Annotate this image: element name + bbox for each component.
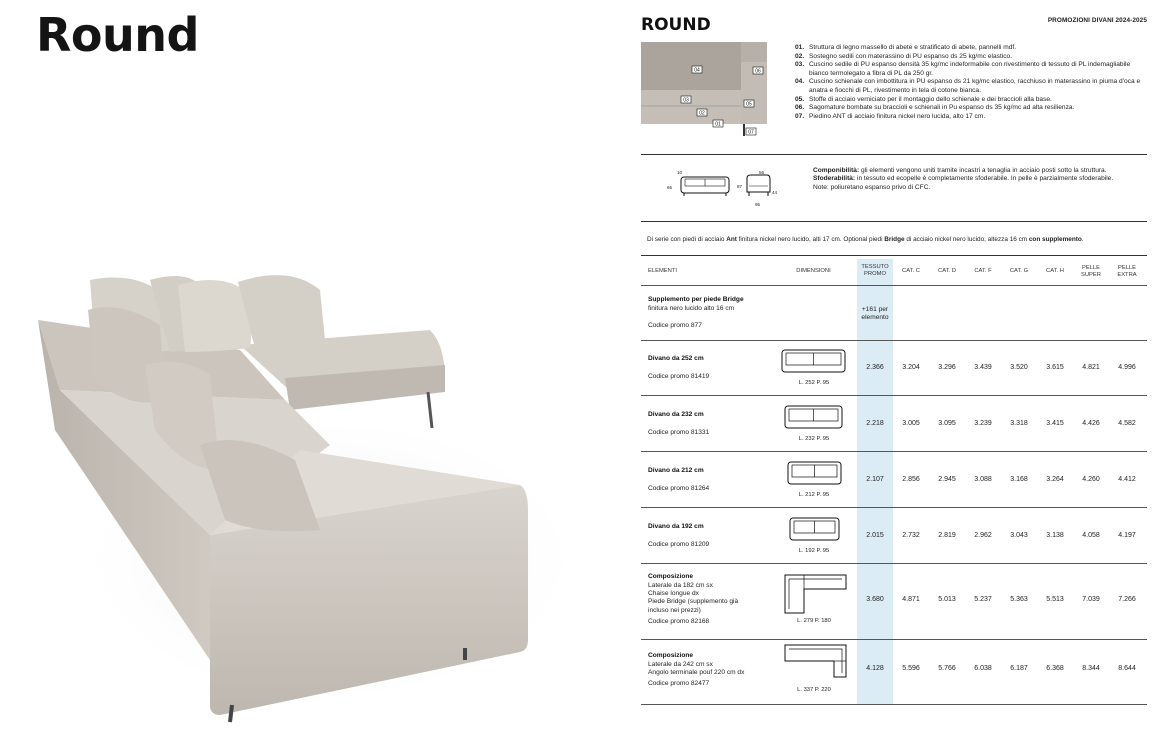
feature-list xyxy=(795,44,1147,121)
divider xyxy=(641,255,1147,256)
price-cat-d: 3.095 xyxy=(938,420,956,427)
composition-desc: Laterale da 182 cm sx Chaise longue dx Piede Bridge (supplemento già incluso nei prezzi) xyxy=(648,582,739,614)
price-cat-c: 4.871 xyxy=(902,596,920,603)
price-cat-c: 2.732 xyxy=(902,532,920,539)
row-name: Divano da 212 cm xyxy=(648,467,704,474)
feature-item: 05. Stoffe di acciaio verniciato per il montaggio dello schienale e dei braccioli alla base. xyxy=(795,95,1052,103)
dim-label: 10 xyxy=(677,170,683,175)
price-cat-f: 2.962 xyxy=(974,532,992,539)
row-dimension: L. 232 P. 95 xyxy=(798,436,830,442)
feature-item: 07. Piedino ANT di acciaio finitura nickel nero lucida, alto 17 cm. xyxy=(795,112,986,120)
header-cat-d: CAT. D xyxy=(938,268,956,274)
price-cat-h: 3.415 xyxy=(1046,420,1064,427)
callout-06: 06 xyxy=(755,68,761,75)
price-cat-g: 5.363 xyxy=(1010,596,1028,603)
price-pelle-super: 8.344 xyxy=(1082,665,1100,672)
price-pelle-extra: 4.412 xyxy=(1118,476,1136,483)
sofa-plan-icon xyxy=(789,516,841,546)
feature-item: 01. Struttura di legno massello di abete e stratificato di abete, pannelli mdf. xyxy=(795,44,1017,51)
header-cat-c: CAT. C xyxy=(902,268,920,274)
price-pelle-super: 4.058 xyxy=(1082,532,1100,539)
feature-item: 06. Sagomature bombate su braccioli e schienali in Pu espanso ds 35 kg/mc ad alta resilienza. xyxy=(795,104,1075,112)
dim-label: 56 xyxy=(759,170,765,175)
callout-03: 03 xyxy=(683,97,689,104)
row-divider xyxy=(641,395,1147,396)
row-dimension: L. 212 P. 95 xyxy=(798,492,830,498)
row-code: Codice promo 81264 xyxy=(648,485,710,492)
divider xyxy=(641,221,1147,222)
dim-label: 95 xyxy=(755,202,761,207)
price-cat-g: 3.318 xyxy=(1010,420,1028,427)
supplement-name: Supplemento per piede Bridge xyxy=(648,296,744,303)
price-promo: 2.218 xyxy=(866,420,884,427)
row-code: Codice promo 81331 xyxy=(648,429,710,436)
price-cat-h: 6.368 xyxy=(1046,665,1064,672)
price-cat-d: 5.766 xyxy=(938,665,956,672)
sofa-plan-icon xyxy=(787,460,843,490)
supplement-desc: finitura nero lucido alto 16 cm xyxy=(648,305,735,312)
price-cat-f: 6.038 xyxy=(974,665,992,672)
header-pelle-extra: PELLE EXTRA xyxy=(1117,265,1137,278)
price-cat-d: 3.296 xyxy=(938,364,956,371)
composition-name: Composizione xyxy=(648,652,694,659)
right-page xyxy=(641,0,1147,729)
row-divider xyxy=(641,704,1147,705)
price-cat-d: 2.819 xyxy=(938,532,956,539)
price-pelle-super: 4.260 xyxy=(1082,476,1100,483)
row-divider xyxy=(641,563,1147,564)
header-dimensioni: DIMENSIONI xyxy=(796,268,831,274)
header-elementi: ELEMENTI xyxy=(648,268,677,274)
feature-item: 02. Sostegno sedili con materassino di PU espanso ds 25 kg/mc elastico. xyxy=(795,52,1013,60)
price-cat-f: 3.439 xyxy=(974,364,992,371)
price-cat-f: 5.237 xyxy=(974,596,992,603)
composition-dimension: L. 279 P. 180 xyxy=(797,618,831,624)
row-name: Divano da 252 cm xyxy=(648,355,704,362)
dim-label: 87 xyxy=(737,184,743,189)
product-thumbnail xyxy=(641,42,769,138)
price-pelle-super: 4.426 xyxy=(1082,420,1100,427)
callout-07: 07 xyxy=(748,129,754,136)
header-cat-h: CAT. H xyxy=(1046,268,1064,274)
price-pelle-extra: 7.266 xyxy=(1118,596,1136,603)
price-pelle-extra: 4.582 xyxy=(1118,420,1136,427)
sofa-plan-icon xyxy=(784,404,844,434)
callout-04: 04 xyxy=(694,67,700,74)
price-cat-g: 6.187 xyxy=(1010,665,1028,672)
callout-01: 01 xyxy=(715,121,721,128)
componibility-note: Componibilità: gli elementi vengono uniti tramite incastri a tenaglia in acciaio posti sotto la struttura. xyxy=(813,167,1107,174)
dimension-drawing xyxy=(667,166,787,210)
row-code: Codice promo 81209 xyxy=(648,541,710,548)
price-cat-g: 3.520 xyxy=(1010,364,1028,371)
price-cat-c: 2.856 xyxy=(902,476,920,483)
price-promo: 2.015 xyxy=(866,532,884,539)
callout-02: 02 xyxy=(699,110,705,117)
feature-item: 04. Cuscino schienale con imbottitura in PU espanso ds 21 kg/mc elastico, racchiuso in materassino in piuma d'oca e anatra e fiocchi di PL, rivestimento in tela di cotone bianca. xyxy=(795,78,1141,94)
row-divider xyxy=(641,451,1147,452)
row-dimension: L. 192 P. 95 xyxy=(798,548,830,554)
header-cat-f: CAT. F xyxy=(974,268,992,274)
price-cat-h: 5.513 xyxy=(1046,596,1064,603)
price-cat-f: 3.239 xyxy=(974,420,992,427)
price-cat-c: 3.005 xyxy=(902,420,920,427)
price-cat-d: 5.013 xyxy=(938,596,956,603)
product-notes xyxy=(813,167,1143,192)
price-pelle-super: 7.039 xyxy=(1082,596,1100,603)
supplement-price: +161 per elemento xyxy=(861,306,889,321)
composition-name: Composizione xyxy=(648,573,694,580)
price-cat-d: 2.945 xyxy=(938,476,956,483)
feature-item: 03. Cuscino sedile di PU espanso densità 35 kg/mc indeformabile con rivestimento di tessuto di PL indemagliabile bianco termolegato a fibra di PL da 250 gr. xyxy=(795,61,1131,77)
price-pelle-extra: 8.644 xyxy=(1118,665,1136,672)
standard-feet-note: Di serie con piedi di acciaio Ant finitura nickel nero lucido, alti 17 cm. Optional piedi Bridge di acciaio nickel nero lucido, altezza 16 cm con supplemento. xyxy=(647,236,1084,243)
price-cat-g: 3.043 xyxy=(1010,532,1028,539)
divider xyxy=(641,154,1147,155)
row-name: Divano da 232 cm xyxy=(648,411,704,418)
dim-label: 65 xyxy=(667,185,673,190)
header-cat-g: CAT. G xyxy=(1009,268,1029,274)
row-divider xyxy=(641,340,1147,341)
promo-label: PROMOZIONI DIVANI 2024-2025 xyxy=(1047,17,1147,24)
price-cat-g: 3.168 xyxy=(1010,476,1028,483)
dim-label: 44 xyxy=(772,190,778,195)
composition-plan-icon xyxy=(784,573,848,615)
composition-plan-icon xyxy=(784,643,848,683)
removability-note: Sfoderabilità: in tessuto ed ecopelle è completamente sfoderabile. In pelle è parzialmente sfoderabile. xyxy=(813,175,1114,183)
sofa-plan-icon xyxy=(781,348,847,378)
price-pelle-super: 4.821 xyxy=(1082,364,1100,371)
header-pelle-super: PELLE SUPER xyxy=(1081,265,1101,278)
price-cat-f: 3.088 xyxy=(974,476,992,483)
callout-05: 05 xyxy=(746,101,752,108)
price-cat-c: 5.596 xyxy=(902,665,920,672)
price-pelle-extra: 4.197 xyxy=(1118,532,1136,539)
composition-desc: Laterale da 242 cm sx Angolo terminale pouf 220 cm dx xyxy=(648,661,745,677)
price-cat-h: 3.264 xyxy=(1046,476,1064,483)
price-pelle-extra: 4.996 xyxy=(1118,364,1136,371)
row-name: Divano da 192 cm xyxy=(648,523,704,530)
product-title: Round xyxy=(36,8,199,62)
row-divider xyxy=(641,507,1147,508)
price-promo: 2.366 xyxy=(866,364,884,371)
price-cat-h: 3.138 xyxy=(1046,532,1064,539)
price-cat-h: 3.615 xyxy=(1046,364,1064,371)
row-divider xyxy=(641,639,1147,640)
page-title: ROUND xyxy=(641,15,711,35)
price-promo: 2.107 xyxy=(866,476,884,483)
supplement-code: Codice promo 877 xyxy=(648,322,702,329)
composition-dimension: L. 337 P. 220 xyxy=(797,687,831,693)
foam-note: Note: poliuretano espanso privo di CFC. xyxy=(813,183,931,191)
row-code: Codice promo 81419 xyxy=(648,373,710,380)
composition-code: Codice promo 82168 xyxy=(648,618,710,625)
price-promo: 3.680 xyxy=(866,596,884,603)
header-tessuto-promo: TESSUTO PROMO xyxy=(861,264,889,277)
price-cat-c: 3.204 xyxy=(902,364,920,371)
price-promo: 4.128 xyxy=(866,665,884,672)
row-divider xyxy=(641,285,1147,286)
composition-code: Codice promo 82477 xyxy=(648,680,710,687)
row-dimension: L. 252 P. 95 xyxy=(798,380,830,386)
